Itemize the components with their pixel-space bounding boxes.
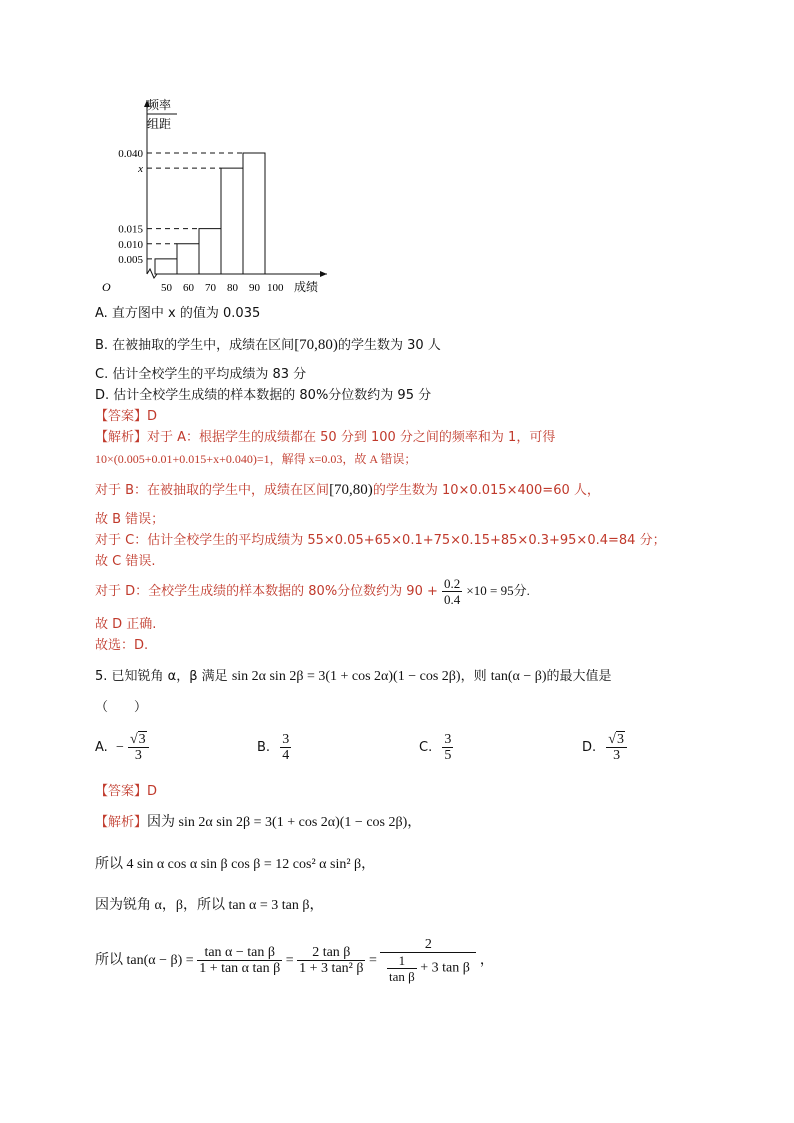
analysis-q4-line3-text: 对于 B：在被抽取的学生中，成绩在区间 [95, 483, 330, 498]
equals-sign: = [368, 952, 377, 968]
q5-option-a-label: A. [95, 739, 108, 755]
frac-den: 5 [444, 748, 452, 763]
q5-option-d-frac [606, 732, 627, 763]
x-tick-label: 70 [205, 282, 216, 294]
option-b-text: B. 在被抽取的学生中，成绩在区间 [95, 338, 295, 353]
fraction-1 [197, 945, 282, 976]
analysis-q4-line7 [95, 576, 530, 607]
frac-den: 3 [613, 748, 621, 763]
option-b-tail: 的学生数为 30 人 [337, 338, 441, 353]
fraction-2 [297, 945, 365, 976]
answer-q5: 【答案】D [95, 784, 158, 799]
option-b [95, 337, 441, 354]
analysis-q5-line1 [95, 815, 421, 831]
analysis-q4-line1: 【解析】对于 A：根据学生的成绩都在 50 分到 100 分之间的频率和为 1，可得 [95, 430, 556, 445]
histogram-bar [177, 244, 199, 274]
q5-option-b-label: B. [257, 739, 271, 755]
q5-stem-tail: 的最大值是 [546, 669, 612, 684]
q5-option-c-frac [442, 732, 453, 763]
x-axis-label: 成绩 [294, 280, 319, 294]
analysis-q4-line4: 故 B 错误； [95, 512, 165, 527]
analysis-q4-line5: 对于 C：估计全校学生的平均成绩为 55×0.05+65×0.1+75×0.15+85×0.3+95×0.4=84 分； [95, 533, 666, 548]
denominator-tail: + 3 tan β [420, 960, 470, 976]
histogram-bar [155, 259, 177, 274]
frac-num: tan α − tan β [197, 945, 282, 961]
x-tick-label: 80 [227, 282, 238, 294]
analysis-q4-line3 [95, 482, 600, 499]
analysis-q4-line3-tail: 的学生数为 10×0.015×400=60 人， [372, 483, 600, 498]
fraction-0.2-over-0.4 [442, 576, 462, 607]
histogram-bar [221, 168, 243, 274]
q5-option-d [582, 732, 627, 763]
y-tick-label: x [138, 163, 143, 176]
frac-num: 3 [282, 732, 290, 747]
analysis-q5-line4 [95, 937, 494, 984]
y-tick-label: 0.005 [118, 253, 143, 266]
q5-paren: （ ） [95, 700, 148, 715]
frac-den: 1 + tan α tan β [199, 961, 281, 976]
x-tick-label: 60 [183, 282, 194, 294]
x-tick-label: 100 [267, 282, 284, 294]
histogram-chart [95, 92, 345, 302]
frac-num: √3 [128, 732, 149, 748]
x-tick-label: 90 [249, 282, 260, 294]
option-d: D. 估计全校学生成绩的样本数据的 80%分位数约为 95 分 [95, 388, 432, 403]
option-a: A. 直方图中 x 的值为 0.035 [95, 306, 261, 321]
analysis-q4-line2: 10×(0.005+0.01+0.015+x+0.040)=1，解得 x=0.03，故 A 错误； [95, 452, 417, 466]
radicand: 3 [138, 732, 146, 747]
y-tick-label: 0.040 [118, 148, 143, 160]
histogram-bar [243, 153, 265, 274]
analysis-q4-line7-tail: ×10 = 95分. [466, 583, 530, 598]
q5-option-a-frac [128, 732, 149, 763]
frac-den: 1 + 3 tan² β [299, 961, 364, 976]
equals-sign: = [285, 952, 294, 968]
option-b-interval: [70,80) [294, 337, 338, 353]
x-axis-arrow [320, 271, 327, 277]
q5-stem [95, 669, 612, 685]
analysis-q5-line2: 所以 4 sin α cos α sin β cos β = 12 cos² α sin² β， [95, 857, 376, 872]
frac-den: 3 [134, 748, 142, 763]
analysis-q5-label: 【解析】 [95, 815, 148, 830]
q5-option-b-frac [280, 732, 291, 763]
analysis-q4-line6: 故 C 错误. [95, 554, 156, 569]
analysis-q4-line7-text: 对于 D：全校学生成绩的样本数据的 80%分位数约为 90 + [95, 584, 438, 599]
q5-stem-expr: tan(α − β) [490, 669, 547, 684]
analysis-q5-line4-end: ， [479, 952, 494, 968]
frac-den: 0.4 [444, 592, 461, 607]
histogram-bar [199, 229, 221, 274]
y-tick-label: 0.015 [118, 223, 143, 236]
inner-fraction [387, 953, 417, 984]
q5-option-b [257, 732, 291, 763]
frac-den: tan β [388, 969, 415, 984]
analysis-q4-interval: [70,80) [329, 482, 373, 498]
minus-sign: − [115, 739, 124, 755]
q5-stem-sep: ，则 [460, 669, 487, 684]
frac-den [380, 953, 476, 984]
y-axis-label-top: 频率 [147, 98, 172, 112]
analysis-q5-line4-pre: 所以 [95, 952, 123, 968]
radicand: 3 [616, 732, 624, 747]
analysis-q4-line8: 故 D 正确. [95, 617, 157, 632]
analysis-q5-line1-text: 因为 sin 2α sin 2β = 3(1 + cos 2α)(1 − cos 2β)， [147, 815, 422, 830]
q5-option-c-label: C. [419, 739, 433, 755]
q5-stem-equation: sin 2α sin 2β = 3(1 + cos 2α)(1 − cos 2β) [231, 669, 461, 684]
y-tick-label: 0.010 [118, 238, 143, 251]
answer-q4: 【答案】D [95, 409, 158, 424]
frac-num: 2 [380, 937, 476, 953]
q5-option-a [95, 732, 149, 763]
analysis-q4-line9: 故选：D. [95, 638, 149, 653]
frac-num: 1 [387, 953, 417, 969]
frac-num: 0.2 [444, 576, 461, 591]
frac-num: 3 [444, 732, 452, 747]
analysis-q5-line3: 因为锐角 α，β，所以 tan α = 3 tan β， [95, 898, 324, 913]
frac-num: √3 [606, 732, 627, 748]
analysis-q5-lhs: tan(α − β) = [126, 952, 194, 968]
frac-den: 4 [282, 748, 290, 763]
y-axis-label-bottom: 组距 [147, 117, 172, 131]
q5-option-d-label: D. [582, 739, 597, 755]
option-c: C. 估计全校学生的平均成绩为 83 分 [95, 367, 307, 382]
q5-stem-text: 5. 已知锐角 α，β 满足 [95, 669, 228, 684]
q5-option-c [419, 732, 453, 763]
x-tick-label: 50 [161, 282, 172, 294]
frac-num: 2 tan β [297, 945, 365, 961]
fraction-3 [380, 937, 476, 984]
origin-label: O [102, 280, 111, 294]
